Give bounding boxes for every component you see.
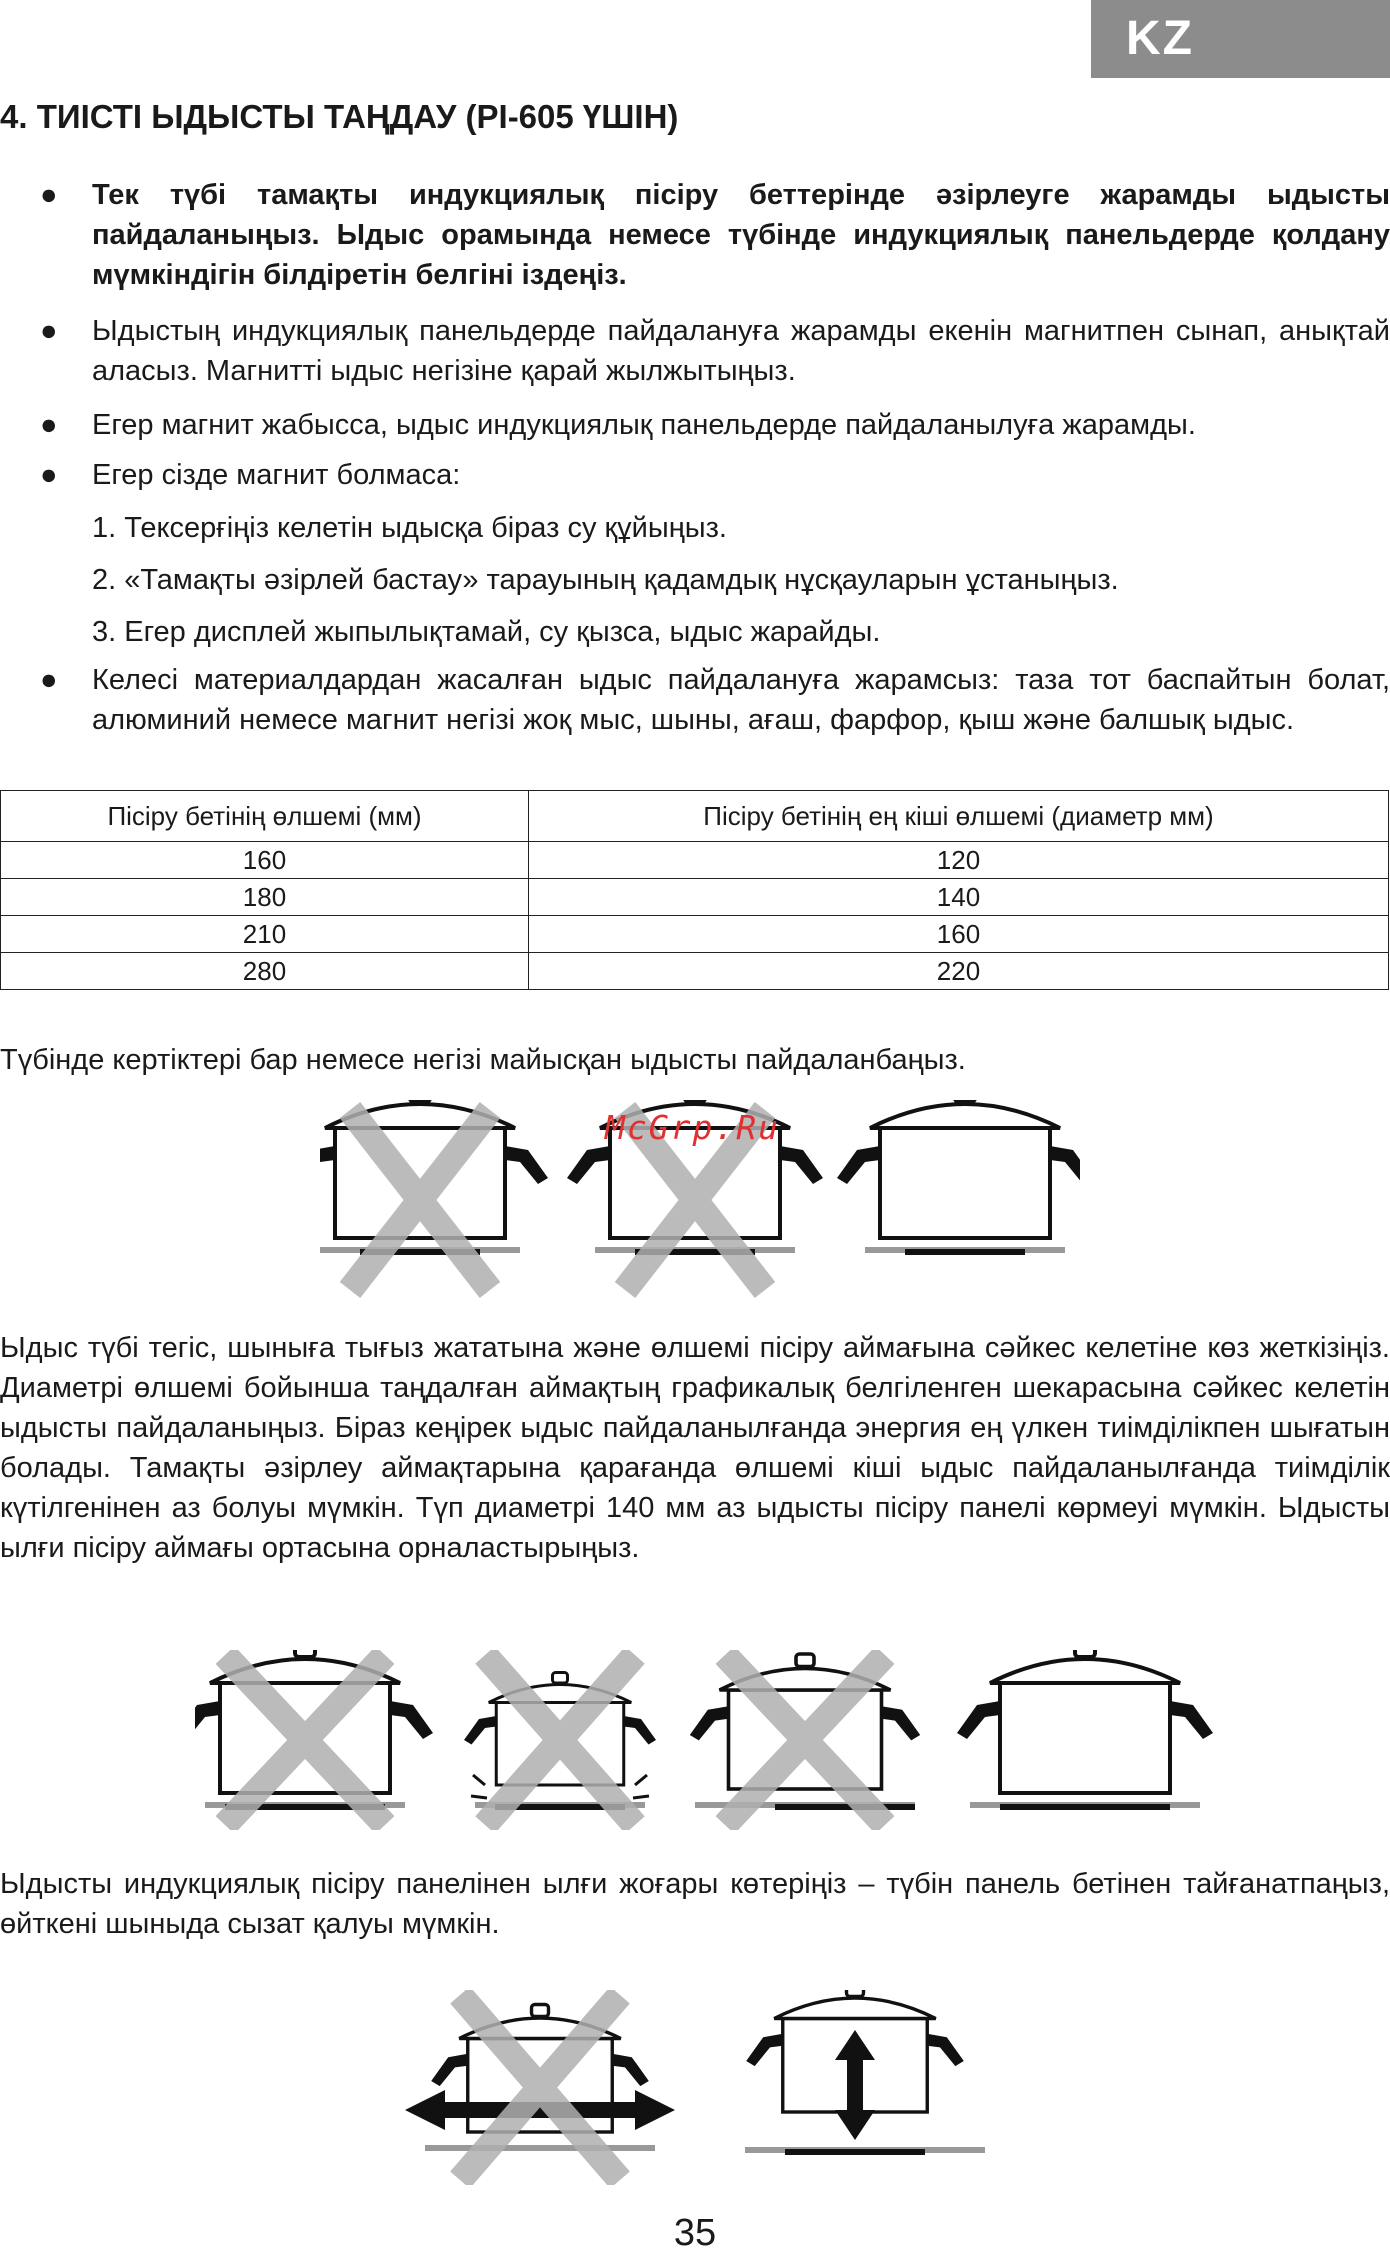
table-cell: 280 — [1, 953, 529, 990]
bullet-dot-icon: ● — [40, 179, 58, 211]
table-cell: 180 — [1, 879, 529, 916]
table-header-cell: Пісіру бетінің ең кіші өлшемі (диаметр мм) — [529, 791, 1389, 842]
bullet-item: ● Тек түбі тамақты индукциялық пісіру беттерінде әзірлеуге жарамды ыдысты пайдаланыңыз. Ыдыс орамында немесе түбінде индукциялық панельдерде қолдану мүмкіндігін білдіретін белгіні іздеңіз. — [40, 175, 1390, 295]
step-1: 1. Тексерғіңіз келетін ыдысқа біраз су құйыңыз. — [92, 512, 727, 544]
page-number: 35 — [673, 2212, 717, 2254]
table-cell: 160 — [529, 916, 1389, 953]
table-cell: 140 — [529, 879, 1389, 916]
watermark: McGrp.Ru — [605, 1108, 780, 1147]
bullet-dot-icon: ● — [40, 409, 58, 441]
table-header-row — [1, 791, 1389, 842]
pot-icon-correct-lift — [745, 1990, 985, 2152]
paragraph-lift-pot: Ыдысты индукциялық пісіру панелінен ылғи жоғары көтеріңіз – түбін панель бетінен тайғанатпаңыз, өйткені шыныда сызат қалуы мүмкін. — [0, 1868, 1390, 1940]
paragraph-uneven-base: Түбінде кертіктері бар немесе негізі майысқан ыдысты пайдаланбаңыз. — [0, 1044, 966, 1076]
pot-icon-correct-size — [957, 1650, 1213, 1807]
pot-size-illustration — [195, 1650, 1215, 1830]
bullet-dot-icon: ● — [40, 315, 58, 347]
pot-icon-correct — [837, 1100, 1080, 1252]
pot-icon-crossed-1 — [320, 1100, 548, 1290]
language-badge: KZ — [1091, 0, 1390, 78]
bullet-item: ● Егер сізде магнит болмаса: — [40, 455, 1390, 495]
table-cell: 160 — [1, 842, 529, 879]
pot-icon-crossed-large — [195, 1650, 433, 1825]
table-cell: 210 — [1, 916, 529, 953]
table-cell: 120 — [529, 842, 1389, 879]
pot-icon-crossed-slide — [405, 1995, 675, 2180]
table-row — [1, 953, 1389, 990]
table-header-cell: Пісіру бетінің өлшемі (мм) — [1, 791, 529, 842]
paragraph-pot-size: Ыдыс түбі тегіс, шыныға тығыз жататына және өлшемі пісіру аймағына сәйкес келетіне көз жеткізіңіз. Диаметрі өлшемі бойынша таңдалған аймақтың графикалық белгіленген шекарасына сәйкес келетін ыдысты пайдаланыңыз. Біраз кеңірек ыдыс пайдаланылғанда энергия ең үлкен тиімділікпен шығатын болады. Тамақты әзірлеу аймақтарына қарағанда өлшемі кіші ыдыс пайдаланылғанда тиімділік күтілгенінен аз болуы мүмкін. Түп диаметрі 140 мм аз ыдысты пісіру панелі көрмеуі мүмкін. Ыдысты ылғи пісіру аймағы ортасына орналастырыңыз. — [0, 1332, 1390, 1564]
bullet-item: ● Келесі материалдардан жасалған ыдыс пайдалануға жарамсыз: таза тот баспайтын болат, алюминий немесе магнит негізі жоқ мыс, шыны, ағаш, фарфор, қыш және балшық ыдыс. — [40, 660, 1390, 740]
bullet-dot-icon: ● — [40, 459, 58, 491]
bullet-item: ● Ыдыстың индукциялық панельдерде пайдалануға жарамды екенін магнитпен сынап, анықтай аласыз. Магнитті ыдыс негізіне қарай жылжытыңыз. — [40, 311, 1390, 391]
step-2: 2. «Тамақты әзірлей бастау» тарауының қадамдық нұсқауларын ұстаныңыз. — [92, 564, 1119, 596]
size-table — [0, 790, 1389, 990]
lift-pot-illustration — [405, 1990, 1005, 2185]
table-row — [1, 879, 1389, 916]
section-title: 4. ТИІСТІ ЫДЫСТЫ ТАҢДАУ (PI-605 ҮШІН) — [0, 98, 679, 135]
table-row — [1, 842, 1389, 879]
pot-icon-crossed-offcenter — [690, 1654, 920, 1825]
table-cell: 220 — [529, 953, 1389, 990]
table-row — [1, 916, 1389, 953]
pot-icon-crossed-small — [464, 1655, 656, 1825]
bullet-dot-icon: ● — [40, 664, 58, 696]
step-3: 3. Егер дисплей жыпылықтамай, су қызса, ыдыс жарайды. — [92, 616, 881, 648]
bullet-item: ● Егер магнит жабысса, ыдыс индукциялық панельдерде пайдаланылуға жарамды. — [40, 405, 1390, 445]
